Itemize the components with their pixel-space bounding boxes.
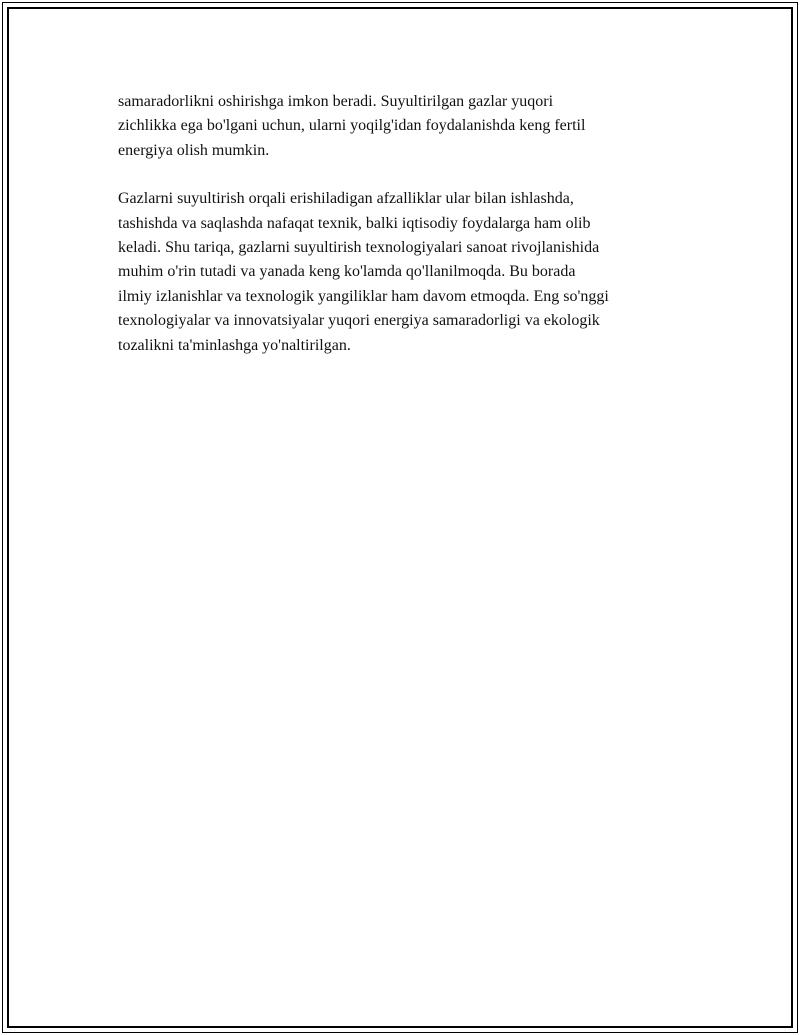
document-body bbox=[118, 90, 698, 382]
text-line: energiya olish mumkin. bbox=[118, 141, 270, 159]
text-line: tashishda va saqlashda nafaqat texnik, balki iqtisodiy foydalarga ham olib bbox=[118, 214, 591, 232]
paragraph-2 bbox=[118, 187, 698, 358]
text-line: tozalikni ta'minlashga yo'naltirilgan. bbox=[118, 336, 351, 354]
text-line: zichlikka ega bo'lgani uchun, ularni yoqilg'idan foydalanishda keng fertil bbox=[118, 117, 586, 135]
text-line: samaradorlikni oshirishga imkon beradi. Suyultirilgan gazlar yuqori bbox=[118, 93, 554, 110]
text-line: texnologiyalar va innovatsiyalar yuqori energiya samaradorligi va ekologik bbox=[118, 312, 600, 330]
text-line: ilmiy izlanishlar va texnologik yangiliklar ham davom etmoqda. Eng so'nggi bbox=[118, 287, 609, 305]
text-line: keladi. Shu tariqa, gazlarni suyultirish texnologiyalari sanoat rivojlanishida bbox=[118, 239, 600, 257]
paragraph-1 bbox=[118, 90, 698, 163]
text-line: muhim o'rin tutadi va yanada keng ko'lamda qo'llanilmoqda. Bu borada bbox=[118, 263, 576, 281]
text-line: Gazlarni suyultirish orqali erishiladigan afzalliklar ular bilan ishlashda, bbox=[118, 190, 574, 208]
